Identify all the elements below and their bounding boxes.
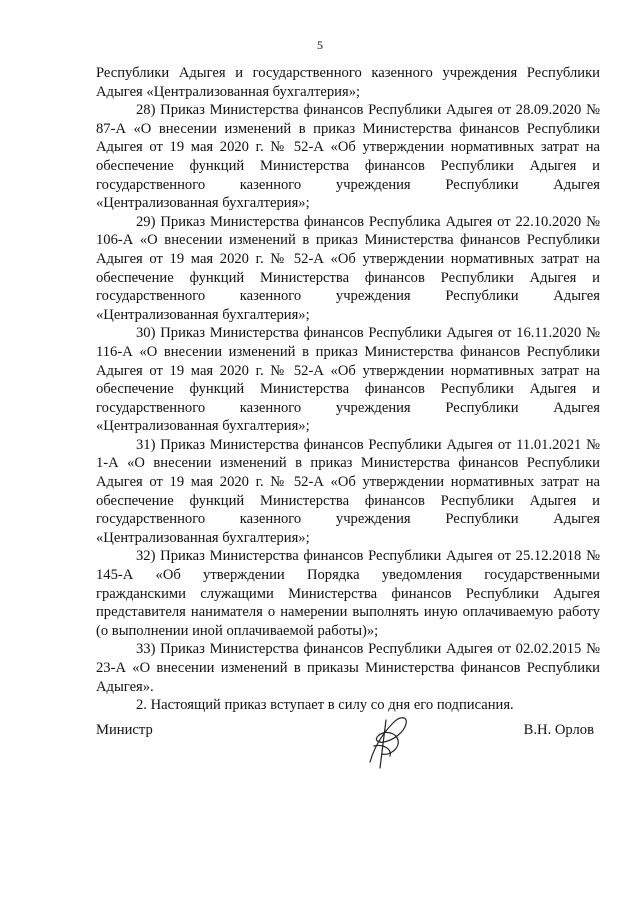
document-body bbox=[96, 64, 600, 715]
paragraph-effective-date: 2. Настоящий приказ вступает в силу со дня его подписания. bbox=[136, 697, 514, 714]
list-item-30: 30) Приказ Министерства финансов Республики Адыгея от 16.11.2020 № 116-А «О внесении изменений в приказ Министерства финансов Республики Адыгея от 19 мая 2020 г. № 52-А «Об утверждении нормативных затрат на обеспечение функций Министерства финансов Республики Адыгея и государственного казенного учреждения Республики Адыгея «Централизованная бухгалтерия»; bbox=[96, 325, 600, 435]
list-item-31: 31) Приказ Министерства финансов Республики Адыгея от 11.01.2021 № 1-А «О внесении изменений в приказ Министерства финансов Республики Адыгея от 19 мая 2020 г. № 52-А «Об утверждении нормативных затрат на обеспечение функций Министерства финансов Республики Адыгея и государственного казенного учреждения Республики Адыгея «Централизованная бухгалтерия»; bbox=[96, 436, 600, 546]
list-item-33: 33) Приказ Министерства финансов Республики Адыгея от 02.02.2015 № 23-А «О внесении изменений в приказы Министерства финансов Республики Адыгея». bbox=[96, 641, 600, 695]
signatory-name: В.Н. Орлов bbox=[523, 722, 594, 738]
signatory-title: Министр bbox=[96, 722, 153, 738]
handwritten-signature-icon bbox=[364, 712, 414, 770]
signature-block bbox=[96, 712, 600, 772]
list-item-28: 28) Приказ Министерства финансов Республики Адыгея от 28.09.2020 № 87-А «О внесении изменений в приказ Министерства финансов Республики Адыгея от 19 мая 2020 г. № 52-А «Об утверждении нормативных затрат на обеспечение функций Министерства финансов Республики Адыгея и государственного казенного учреждения Республики Адыгея «Централизованная бухгалтерия»; bbox=[96, 102, 600, 212]
page-number: 5 bbox=[317, 38, 323, 52]
list-item-29: 29) Приказ Министерства финансов Республика Адыгея от 22.10.2020 № 106-А «О внесении изменений в приказ Министерства финансов Республики Адыгея от 19 мая 2020 г. № 52-А «Об утверждении нормативных затрат на обеспечение функций Министерства финансов Республики Адыгея и государственного казенного учреждения Республики Адыгея «Централизованная бухгалтерия»; bbox=[96, 213, 600, 323]
paragraph-continuation: Республики Адыгея и государственного казенного учреждения Республики Адыгея «Централизованная бухгалтерия»; bbox=[96, 65, 600, 100]
list-item-32: 32) Приказ Министерства финансов Республики Адыгея от 25.12.2018 № 145-А «Об утверждении Порядка уведомления государственными гражданскими служащими Министерства финансов Республики Адыгея представителя нанимателя о намерении выполнять иную оплачиваемую работу (о выполнении иной оплачиваемой работы)»; bbox=[96, 548, 600, 639]
